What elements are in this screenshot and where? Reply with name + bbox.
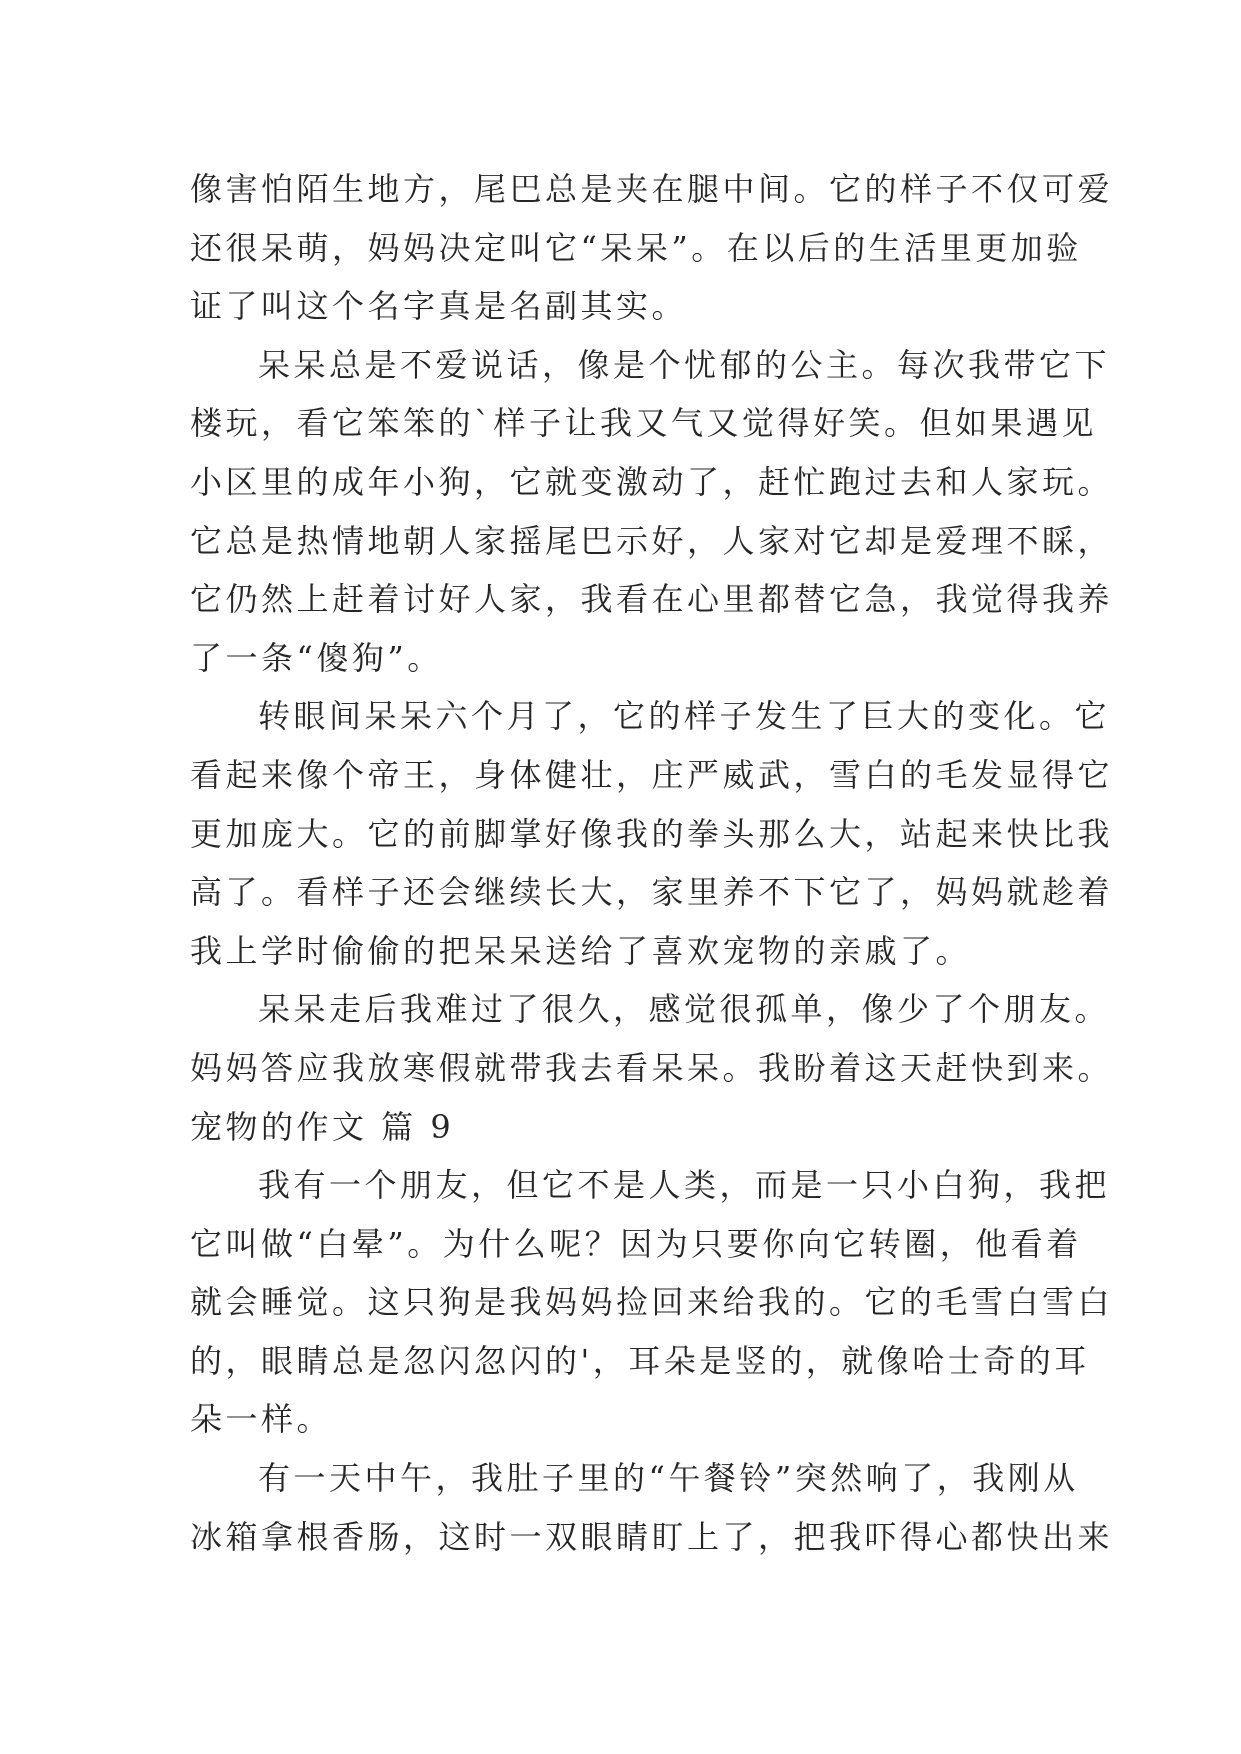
paragraph-first-line: 呆呆走后我难过了很久，感觉很孤单，像少了个朋友。	[258, 990, 1111, 1029]
text-line: 它总是热情地朝人家摇尾巴示好，人家对它却是爱理不睬，	[190, 521, 1114, 560]
paragraph-first-line: 有一天中午，我肚子里的“午餐铃”突然响了，我刚从	[258, 1459, 1079, 1498]
text-line: 更加庞大。它的前脚掌好像我的拳头那么大，站起来快比我	[190, 814, 1114, 853]
text-line: 高了。看样子还会继续长大，家里养不下它了，妈妈就趁着	[190, 873, 1114, 912]
section-heading: 宠物的作文 篇 9	[190, 1107, 455, 1146]
text-line: 像害怕陌生地方，尾巴总是夹在腿中间。它的样子不仅可爱	[190, 170, 1114, 208]
essay-text-body	[190, 160, 1114, 1566]
text-line: 它仍然上赶着讨好人家，我看在心里都替它急，我觉得我养	[190, 580, 1114, 619]
text-line: 小区里的成年小狗，它就变激动了，赶忙跑过去和人家玩。	[190, 462, 1114, 501]
text-line: 就会睡觉。这只狗是我妈妈捡回来给我的。它的毛雪白雪白	[190, 1283, 1114, 1322]
paragraph-first-line: 呆呆总是不爱说话，像是个忧郁的公主。每次我带它下	[258, 345, 1111, 384]
text-line: 它叫做“白晕”。为什么呢？因为只要你向它转圈，他看着	[190, 1224, 1082, 1263]
text-line: 楼玩，看它笨笨的`样子让我又气又觉得好笑。但如果遇见	[190, 404, 1098, 443]
paragraph-first-line: 我有一个朋友，但它不是人类，而是一只小白狗，我把	[258, 1166, 1111, 1205]
text-line: 了一条“傻狗”。	[190, 638, 443, 677]
text-line: 看起来像个帝王，身体健壮，庄严威武，雪白的毛发显得它	[190, 755, 1114, 794]
text-line: 还很呆萌，妈妈决定叫它“呆呆”。在以后的生活里更加验	[190, 228, 1082, 267]
text-line: 证了叫这个名字真是名副其实。	[190, 287, 688, 326]
paragraph-first-line: 转眼间呆呆六个月了，它的样子发生了巨大的变化。它	[258, 697, 1111, 736]
text-line: 妈妈答应我放寒假就带我去看呆呆。我盼着这天赶快到来。	[190, 1048, 1114, 1087]
text-line: 的，眼睛总是忽闪忽闪的'，耳朵是竖的，就像哈士奇的耳	[190, 1341, 1090, 1380]
text-line: 朵一样。	[190, 1400, 333, 1439]
text-line: 我上学时偷偷的把呆呆送给了喜欢宠物的亲戚了。	[190, 931, 972, 970]
text-line: 冰箱拿根香肠，这时一双眼睛盯上了，把我吓得心都快出来	[190, 1517, 1114, 1556]
